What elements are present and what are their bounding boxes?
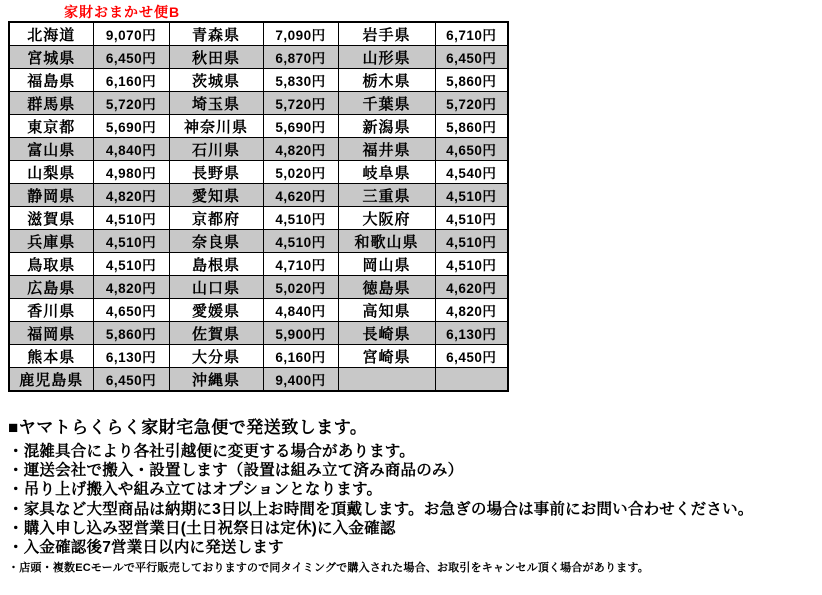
table-title: 家財おまかせ便B <box>64 4 181 20</box>
table-row <box>9 115 508 138</box>
prefecture-cell: 大分県 <box>169 345 263 368</box>
table-row <box>9 299 508 322</box>
fine-print: ・店頭・複数ECモールで平行販売しておりますので同タイミングで購入された場合、お取引をキャンセル頂く場合があります。 <box>8 562 649 574</box>
price-cell: 4,980円 <box>93 161 169 184</box>
notes-bullet: ・吊り上げ搬入や組み立てはオプションとなります。 <box>8 481 383 499</box>
price-cell: 6,160円 <box>93 69 169 92</box>
price-cell: 6,450円 <box>435 345 508 368</box>
prefecture-cell: 和歌山県 <box>338 230 435 253</box>
price-cell: 4,840円 <box>263 299 338 322</box>
prefecture-cell: 三重県 <box>338 184 435 207</box>
price-cell: 6,130円 <box>435 322 508 345</box>
prefecture-cell: 徳島県 <box>338 276 435 299</box>
prefecture-cell: 神奈川県 <box>169 115 263 138</box>
prefecture-cell: 高知県 <box>338 299 435 322</box>
notes-bullet: ・運送会社で搬入・設置します（設置は組み立て済み商品のみ） <box>8 462 464 480</box>
table-row <box>9 92 508 115</box>
prefecture-cell: 福島県 <box>9 69 93 92</box>
prefecture-cell: 福岡県 <box>9 322 93 345</box>
notes-bullet: ・家具など大型商品は納期に3日以上お時間を頂戴します。お急ぎの場合は事前にお問い合わせください。 <box>8 500 754 518</box>
table-row <box>9 69 508 92</box>
price-cell: 4,620円 <box>263 184 338 207</box>
price-cell: 6,710円 <box>435 22 508 46</box>
prefecture-cell: 佐賀県 <box>169 322 263 345</box>
shipping-method-heading: ■ヤマトらくらく家財宅急便で発送致します。 <box>8 418 368 437</box>
price-cell: 6,160円 <box>263 345 338 368</box>
price-cell: 5,860円 <box>435 115 508 138</box>
notes-bullet: ・混雑具合により各社引越便に変更する場合があります。 <box>8 443 415 460</box>
prefecture-cell: 青森県 <box>169 22 263 46</box>
prefecture-cell: 山形県 <box>338 46 435 69</box>
prefecture-cell: 長野県 <box>169 161 263 184</box>
prefecture-cell: 岐阜県 <box>338 161 435 184</box>
prefecture-cell: 岩手県 <box>338 22 435 46</box>
prefecture-cell: 山梨県 <box>9 161 93 184</box>
prefecture-cell: 秋田県 <box>169 46 263 69</box>
price-cell: 5,720円 <box>435 92 508 115</box>
price-cell: 4,510円 <box>93 207 169 230</box>
price-cell: 4,650円 <box>93 299 169 322</box>
prefecture-cell: 沖縄県 <box>169 368 263 392</box>
table-row <box>9 207 508 230</box>
price-cell: 4,510円 <box>93 253 169 276</box>
price-cell: 6,870円 <box>263 46 338 69</box>
price-cell: 5,720円 <box>263 92 338 115</box>
price-cell: 4,510円 <box>435 230 508 253</box>
price-cell: 5,020円 <box>263 276 338 299</box>
price-cell: 4,710円 <box>263 253 338 276</box>
table-row <box>9 230 508 253</box>
table-row <box>9 161 508 184</box>
table-row <box>9 322 508 345</box>
price-cell: 6,450円 <box>93 368 169 392</box>
price-cell: 4,650円 <box>435 138 508 161</box>
prefecture-cell: 石川県 <box>169 138 263 161</box>
price-cell: 5,690円 <box>263 115 338 138</box>
prefecture-cell: 山口県 <box>169 276 263 299</box>
prefecture-cell <box>338 368 435 392</box>
price-cell: 9,070円 <box>93 22 169 46</box>
price-cell <box>435 368 508 392</box>
price-cell: 7,090円 <box>263 22 338 46</box>
prefecture-cell: 愛知県 <box>169 184 263 207</box>
prefecture-cell: 福井県 <box>338 138 435 161</box>
price-cell: 5,860円 <box>93 322 169 345</box>
price-cell: 4,510円 <box>263 207 338 230</box>
table-row <box>9 368 508 392</box>
prefecture-cell: 広島県 <box>9 276 93 299</box>
price-cell: 6,450円 <box>93 46 169 69</box>
prefecture-cell: 京都府 <box>169 207 263 230</box>
notes-bullet: ・入金確認後7営業日以内に発送します <box>8 539 284 557</box>
table-row <box>9 253 508 276</box>
prefecture-cell: 奈良県 <box>169 230 263 253</box>
table-row <box>9 22 508 46</box>
prefecture-cell: 大阪府 <box>338 207 435 230</box>
price-cell: 4,510円 <box>435 207 508 230</box>
price-cell: 6,130円 <box>93 345 169 368</box>
notes-bullet-list <box>8 442 753 557</box>
price-cell: 9,400円 <box>263 368 338 392</box>
price-cell: 5,860円 <box>435 69 508 92</box>
table-row <box>9 345 508 368</box>
prefecture-cell: 長崎県 <box>338 322 435 345</box>
prefecture-cell: 島根県 <box>169 253 263 276</box>
prefecture-cell: 熊本県 <box>9 345 93 368</box>
prefecture-cell: 千葉県 <box>338 92 435 115</box>
prefecture-cell: 茨城県 <box>169 69 263 92</box>
prefecture-cell: 鹿児島県 <box>9 368 93 392</box>
price-cell: 4,510円 <box>93 230 169 253</box>
prefecture-cell: 宮崎県 <box>338 345 435 368</box>
price-cell: 5,900円 <box>263 322 338 345</box>
prefecture-cell: 滋賀県 <box>9 207 93 230</box>
prefecture-cell: 富山県 <box>9 138 93 161</box>
prefecture-cell: 兵庫県 <box>9 230 93 253</box>
price-cell: 4,540円 <box>435 161 508 184</box>
price-cell: 4,820円 <box>93 276 169 299</box>
price-cell: 4,510円 <box>435 184 508 207</box>
price-cell: 4,620円 <box>435 276 508 299</box>
price-cell: 6,450円 <box>435 46 508 69</box>
prefecture-cell: 宮城県 <box>9 46 93 69</box>
prefecture-cell: 東京都 <box>9 115 93 138</box>
table-row <box>9 46 508 69</box>
price-cell: 5,720円 <box>93 92 169 115</box>
price-cell: 4,820円 <box>263 138 338 161</box>
prefecture-cell: 鳥取県 <box>9 253 93 276</box>
table-row <box>9 184 508 207</box>
prefecture-cell: 群馬県 <box>9 92 93 115</box>
table-row <box>9 276 508 299</box>
price-cell: 4,510円 <box>435 253 508 276</box>
price-cell: 5,830円 <box>263 69 338 92</box>
price-cell: 5,020円 <box>263 161 338 184</box>
prefecture-cell: 香川県 <box>9 299 93 322</box>
prefecture-cell: 埼玉県 <box>169 92 263 115</box>
prefecture-cell: 静岡県 <box>9 184 93 207</box>
table-row <box>9 138 508 161</box>
prefecture-cell: 岡山県 <box>338 253 435 276</box>
prefecture-cell: 新潟県 <box>338 115 435 138</box>
shipping-fee-table <box>8 21 509 392</box>
prefecture-cell: 愛媛県 <box>169 299 263 322</box>
price-cell: 4,510円 <box>263 230 338 253</box>
prefecture-cell: 栃木県 <box>338 69 435 92</box>
notes-bullet: ・購入申し込み翌営業日(土日祝祭日は定休)に入金確認 <box>8 519 396 537</box>
price-cell: 4,840円 <box>93 138 169 161</box>
price-cell: 5,690円 <box>93 115 169 138</box>
price-cell: 4,820円 <box>93 184 169 207</box>
prefecture-cell: 北海道 <box>9 22 93 46</box>
price-cell: 4,820円 <box>435 299 508 322</box>
